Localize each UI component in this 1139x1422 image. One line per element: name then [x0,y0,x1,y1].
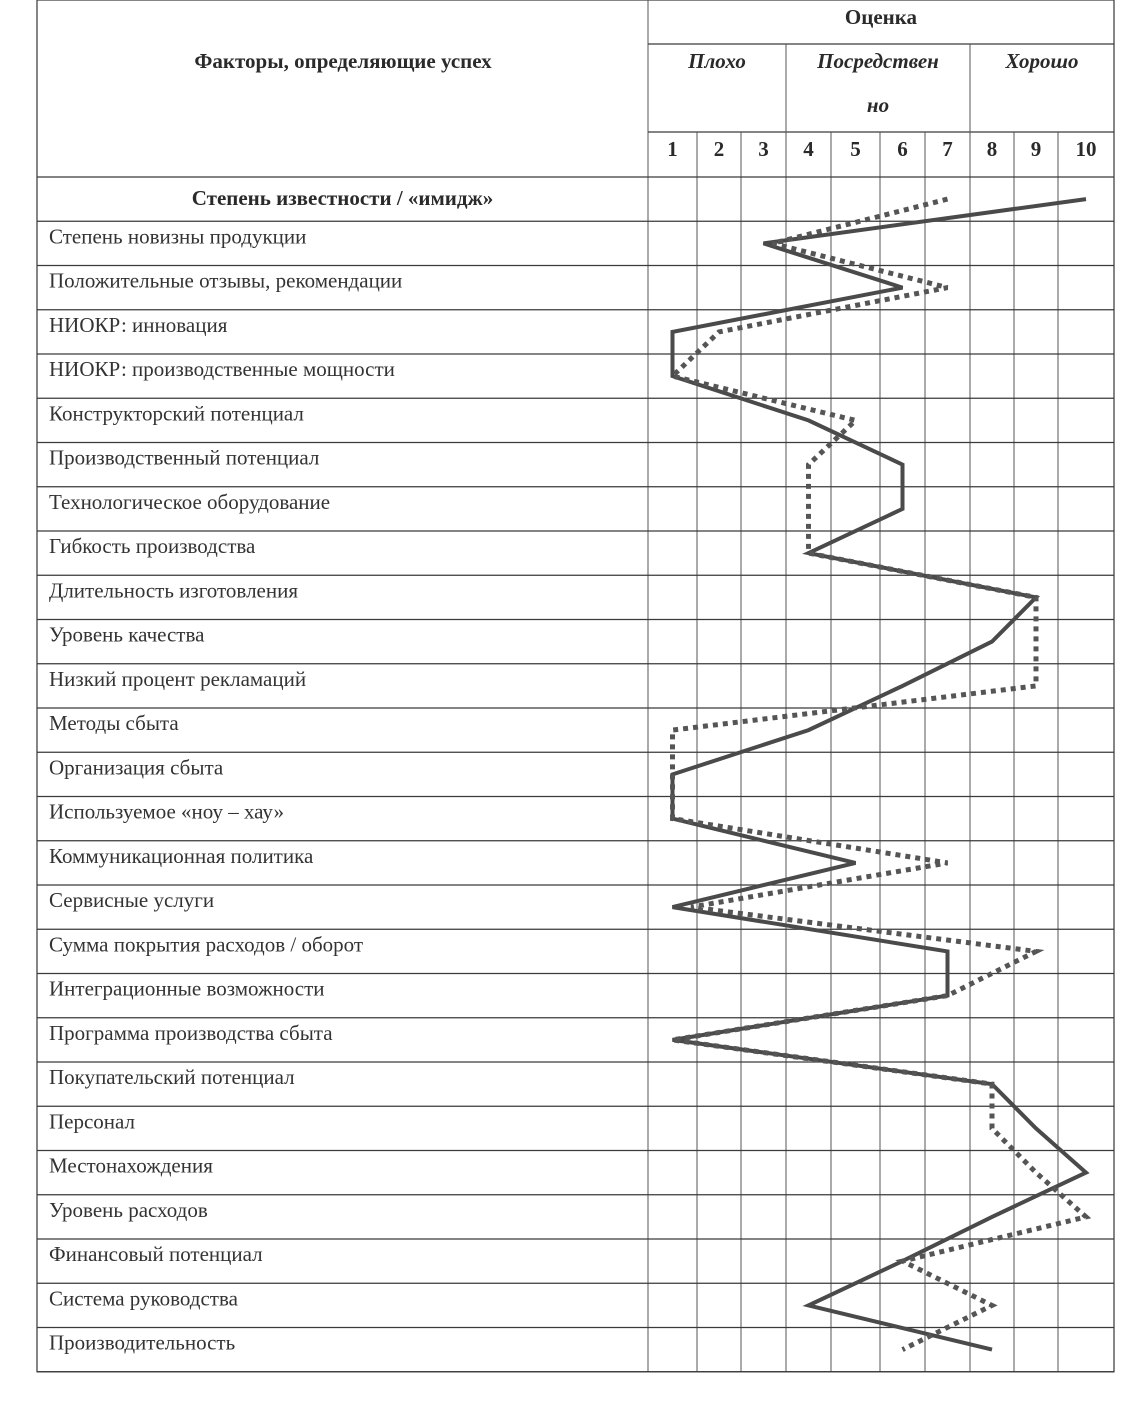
factor-rows [49,186,493,1355]
scale-tick-label: 2 [713,137,725,161]
factor-row-label: Местонахождения [49,1153,213,1178]
factor-row-label: Коммуникационная политика [49,843,314,868]
category-row-label: Степень известности / «имидж» [191,186,494,210]
series-line-dotted [673,199,1087,1350]
factor-row-label: Производительность [49,1330,236,1355]
scale-tick-label: 7 [942,137,953,161]
factor-row-label: Конструкторский потенциал [49,401,304,426]
factor-row-label: Используемое «ноу – хау» [49,799,284,824]
series-line-solid [673,199,1087,1350]
factor-row-label: Степень новизны продукции [49,224,307,249]
factor-row-label: Финансовый потенциал [49,1242,263,1266]
table-header [194,5,1096,161]
factor-row-label: Положительные отзывы, рекомендации [49,268,403,293]
scale-tick-label: 4 [803,137,814,161]
scale-tick-label: 3 [758,137,769,161]
series-lines [672,199,1086,1350]
factor-row-label: НИОКР: инновация [49,312,228,337]
factor-row-label: Низкий процент рекламаций [49,666,307,691]
factor-row-label: Интеграционные возможности [49,976,325,1001]
factor-row-label: Программа производства сбыта [49,1020,333,1045]
factors-header: Факторы, определяющие успех [194,49,492,73]
scale-tick-label: 5 [850,137,861,161]
scale-tick-label: 10 [1075,137,1097,161]
factor-row-label: Сервисные услуги [49,888,215,912]
scale-tick-label: 9 [1030,137,1042,161]
factor-row-label: Длительность изготовления [49,578,299,603]
scale-tick-label: 8 [986,137,998,161]
group-good-label: Хорошо [1005,49,1079,73]
factor-row-label: Производственный потенциал [49,445,320,470]
factor-row-label: Покупательский потенциал [49,1065,295,1089]
factor-row-label: Уровень качества [49,622,205,647]
factor-row-label: Персонал [49,1109,136,1134]
factor-row-label: Гибкость производства [49,534,256,558]
factor-row-label: Сумма покрытия расходов / оборот [49,932,364,957]
group-bad-label: Плохо [688,49,746,73]
group-medium-label-line2: но [866,93,890,117]
factor-row-label: Уровень расходов [49,1197,208,1222]
factor-row-label: Методы сбыта [49,711,179,735]
scale-ticks [667,137,1096,161]
scale-tick-label: 1 [667,137,678,161]
factor-row-label: Организация сбыта [49,755,224,780]
factor-row-label: Технологическое оборудование [49,489,331,514]
score-header: Оценка [844,5,918,29]
group-medium-label-line1: Посредствен [817,49,939,73]
factor-row-label: Система руководства [49,1286,238,1311]
scale-tick-label: 6 [897,137,908,161]
factor-row-label: НИОКР: производственные мощности [49,357,395,381]
